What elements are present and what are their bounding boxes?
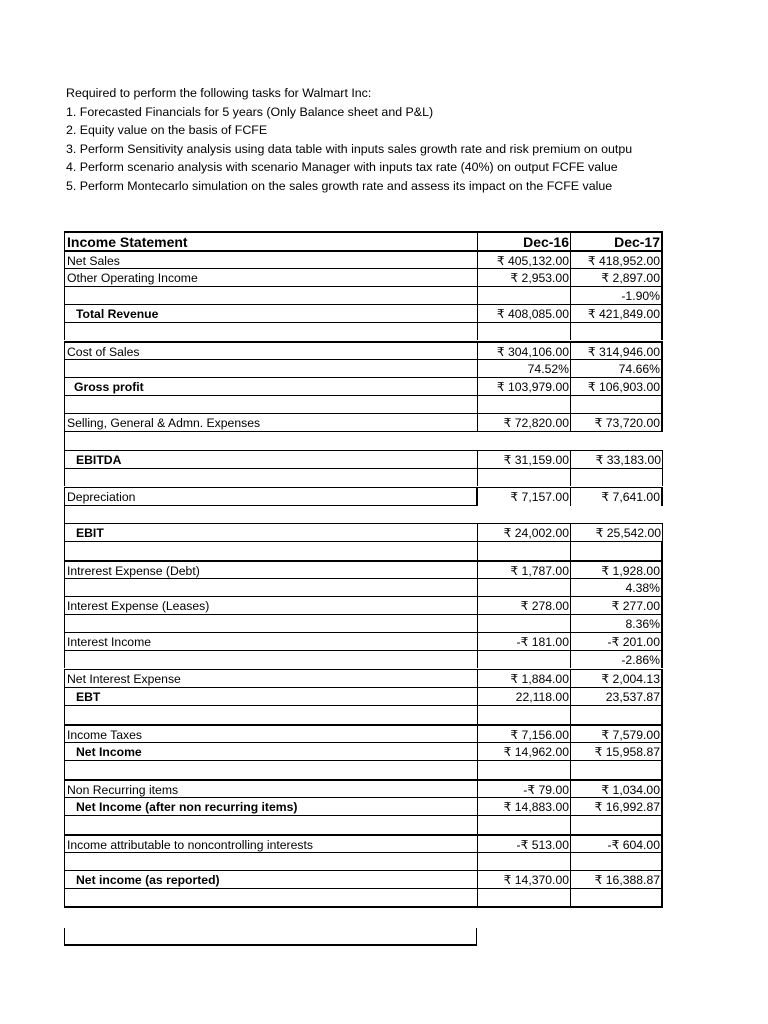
row-value-dec16[interactable]	[477, 705, 570, 724]
table-row	[64, 650, 663, 668]
table-row	[64, 669, 663, 687]
row-value-dec17[interactable]: ₹ 73,720.00	[570, 413, 663, 432]
row-value-dec16[interactable]	[477, 760, 570, 779]
row-label[interactable]: Net Interest Expense	[64, 669, 477, 687]
gap-cell	[64, 506, 477, 523]
row-label[interactable]	[64, 286, 477, 304]
gap-cell	[64, 432, 477, 450]
row-value-dec17[interactable]	[570, 852, 663, 870]
row-value-dec16[interactable]: 22,118.00	[477, 687, 570, 705]
row-value-dec17[interactable]: 8.36%	[570, 614, 663, 632]
row-value-dec16[interactable]: ₹ 304,106.00	[477, 341, 570, 359]
row-value-dec17[interactable]: ₹ 16,388.87	[570, 870, 663, 888]
row-value-dec17[interactable]: ₹ 418,952.00	[570, 250, 663, 268]
row-value-dec17[interactable]: ₹ 1,034.00	[570, 779, 663, 797]
table-row	[64, 523, 663, 541]
row-label[interactable]: Net income (as reported)	[64, 870, 477, 888]
row-label[interactable]: Intrerest Expense (Debt)	[64, 560, 477, 578]
row-value-dec17[interactable]: ₹ 33,183.00	[570, 450, 663, 468]
row-value-dec17[interactable]: ₹ 2,897.00	[570, 268, 663, 286]
row-value-dec16[interactable]	[477, 468, 570, 486]
row-label[interactable]	[64, 541, 477, 560]
table-row	[64, 870, 663, 888]
row-label[interactable]	[64, 815, 477, 834]
row-label[interactable]: Depreciation	[64, 487, 477, 506]
row-value-dec17[interactable]: ₹ 15,958.87	[570, 742, 663, 760]
table-row	[64, 742, 663, 760]
table-title[interactable]: Income Statement	[64, 231, 477, 250]
row-value-dec16[interactable]: ₹ 14,883.00	[477, 797, 570, 815]
table-row	[64, 632, 663, 650]
row-value-dec16[interactable]	[477, 541, 570, 560]
task-item-5: 5. Perform Montecarlo simulation on the sales growth rate and assess its impact on the FCFE value	[66, 178, 613, 193]
row-value-dec17[interactable]	[570, 760, 663, 779]
table-row	[64, 250, 663, 268]
table-row	[64, 724, 663, 742]
row-value-dec17[interactable]	[570, 322, 663, 340]
row-value-dec16[interactable]	[477, 614, 570, 632]
row-value-dec16[interactable]: ₹ 24,002.00	[477, 523, 570, 541]
row-value-dec16[interactable]: ₹ 2,953.00	[477, 268, 570, 286]
table-row	[64, 541, 663, 560]
table-gap	[64, 432, 663, 450]
row-value-dec16[interactable]: ₹ 1,787.00	[477, 560, 570, 578]
row-label[interactable]: Non Recurring items	[64, 779, 477, 797]
table-row	[64, 687, 663, 705]
table-row	[64, 760, 663, 779]
table-row	[64, 596, 663, 614]
row-value-dec17[interactable]: ₹ 277.00	[570, 596, 663, 614]
row-value-dec16[interactable]: ₹ 14,962.00	[477, 742, 570, 760]
table-gap	[64, 506, 663, 523]
row-label[interactable]: Net Sales	[64, 250, 477, 268]
table-row	[64, 268, 663, 286]
row-value-dec17[interactable]	[570, 705, 663, 724]
row-value-dec16[interactable]: ₹ 1,884.00	[477, 669, 570, 687]
task-intro: Required to perform the following tasks for Walmart Inc:	[66, 86, 372, 100]
table-row	[64, 487, 663, 506]
empty-bordered-cell[interactable]	[64, 928, 477, 946]
row-value-dec17[interactable]	[570, 468, 663, 486]
table-row	[64, 834, 663, 852]
table-row	[64, 560, 663, 578]
row-label[interactable]: Selling, General & Admn. Expenses	[64, 413, 477, 432]
row-value-dec16[interactable]: ₹ 31,159.00	[477, 450, 570, 468]
row-label[interactable]	[64, 760, 477, 779]
row-label[interactable]	[64, 468, 477, 486]
row-value-dec17[interactable]: ₹ 16,992.87	[570, 797, 663, 815]
row-value-dec16[interactable]	[477, 888, 570, 908]
row-label[interactable]: EBIT	[64, 523, 477, 541]
row-value-dec17[interactable]: ₹ 2,004.13	[570, 669, 663, 687]
table-header-row	[64, 231, 663, 250]
table-row	[64, 614, 663, 632]
table-row	[64, 395, 663, 413]
row-value-dec16[interactable]: ₹ 14,370.00	[477, 870, 570, 888]
task-item-2: 2. Equity value on the basis of FCFE	[66, 123, 268, 138]
row-label[interactable]: Cost of Sales	[64, 341, 477, 359]
row-label[interactable]	[64, 852, 477, 870]
row-value-dec17[interactable]: ₹ 106,903.00	[570, 377, 663, 395]
row-value-dec16[interactable]: ₹ 7,157.00	[477, 487, 570, 506]
row-value-dec17[interactable]: ₹ 7,641.00	[570, 487, 663, 506]
row-value-dec17[interactable]: ₹ 7,579.00	[570, 724, 663, 742]
task-item-3: 3. Perform Sensitivity analysis using data table with inputs sales growth rate and risk premium on outpu	[66, 141, 633, 156]
table-row	[64, 815, 663, 834]
row-label[interactable]	[64, 322, 477, 340]
row-value-dec16[interactable]: -₹ 181.00	[477, 632, 570, 650]
row-value-dec17[interactable]: -1.90%	[570, 286, 663, 304]
row-value-dec17[interactable]: 23,537.87	[570, 687, 663, 705]
row-label[interactable]: Income Taxes	[64, 724, 477, 742]
row-value-dec17[interactable]: 74.66%	[570, 359, 663, 377]
table-row	[64, 377, 663, 395]
row-label[interactable]: Income attributable to noncontrolling interests	[64, 834, 477, 852]
row-value-dec16[interactable]	[477, 815, 570, 834]
row-value-dec16[interactable]: ₹ 7,156.00	[477, 724, 570, 742]
row-value-dec16[interactable]: ₹ 72,820.00	[477, 413, 570, 432]
row-value-dec17[interactable]	[570, 541, 663, 560]
table-row	[64, 304, 663, 322]
row-value-dec16[interactable]: -₹ 513.00	[477, 834, 570, 852]
row-value-dec16[interactable]	[477, 395, 570, 413]
row-label[interactable]: Net Income	[64, 742, 477, 760]
table-row	[64, 852, 663, 870]
row-label[interactable]	[64, 705, 477, 724]
task-item-1: 1. Forecasted Financials for 5 years (Only Balance sheet and P&L)	[66, 104, 434, 119]
table-row	[64, 468, 663, 486]
row-value-dec17[interactable]: ₹ 314,946.00	[570, 341, 663, 359]
table-row	[64, 705, 663, 724]
table-row	[64, 779, 663, 797]
row-value-dec16[interactable]: ₹ 408,085.00	[477, 304, 570, 322]
row-label[interactable]: Interest Income	[64, 632, 477, 650]
row-label[interactable]: Total Revenue	[64, 304, 477, 322]
row-label[interactable]: EBT	[64, 687, 477, 705]
row-label[interactable]: Other Operating Income	[64, 268, 477, 286]
row-value-dec16[interactable]: ₹ 103,979.00	[477, 377, 570, 395]
row-value-dec17[interactable]: ₹ 421,849.00	[570, 304, 663, 322]
row-label[interactable]: Gross profit	[64, 377, 477, 395]
row-value-dec16[interactable]	[477, 322, 570, 340]
row-label[interactable]	[64, 614, 477, 632]
row-value-dec16[interactable]: 74.52%	[477, 359, 570, 377]
row-value-dec16[interactable]: -₹ 79.00	[477, 779, 570, 797]
table-row	[64, 341, 663, 359]
table-row	[64, 322, 663, 340]
table-row	[64, 413, 663, 432]
row-value-dec16[interactable]	[477, 286, 570, 304]
row-value-dec16[interactable]: ₹ 405,132.00	[477, 250, 570, 268]
row-value-dec16[interactable]	[477, 578, 570, 596]
table-row	[64, 578, 663, 596]
table-row	[64, 286, 663, 304]
row-label[interactable]	[64, 578, 477, 596]
row-label[interactable]: Interest Expense (Leases)	[64, 596, 477, 614]
column-header-dec17[interactable]: Dec-17	[570, 231, 663, 250]
task-item-4: 4. Perform scenario analysis with scenario Manager with inputs tax rate (40%) on output FCFE value	[66, 160, 618, 175]
row-value-dec17[interactable]: ₹ 25,542.00	[570, 523, 663, 541]
row-label[interactable]: Net Income (after non recurring items)	[64, 797, 477, 815]
row-value-dec16[interactable]: ₹ 278.00	[477, 596, 570, 614]
task-instructions	[66, 84, 632, 196]
table-row	[64, 797, 663, 815]
table-row	[64, 359, 663, 377]
row-label[interactable]	[64, 395, 477, 413]
row-value-dec16[interactable]	[477, 852, 570, 870]
row-value-dec17[interactable]: -2.86%	[570, 650, 663, 668]
row-value-dec17[interactable]: ₹ 1,928.00	[570, 560, 663, 578]
row-value-dec17[interactable]: 4.38%	[570, 578, 663, 596]
column-header-dec16[interactable]: Dec-16	[477, 231, 570, 250]
row-label[interactable]: EBITDA	[64, 450, 477, 468]
row-value-dec17[interactable]	[570, 395, 663, 413]
row-value-dec17[interactable]	[570, 888, 663, 908]
row-label[interactable]	[64, 650, 477, 668]
row-value-dec17[interactable]: -₹ 201.00	[570, 632, 663, 650]
row-label[interactable]	[64, 359, 477, 377]
row-value-dec16[interactable]	[477, 650, 570, 668]
table-row	[64, 450, 663, 468]
row-value-dec17[interactable]: -₹ 604.00	[570, 834, 663, 852]
row-label[interactable]	[64, 888, 477, 908]
table-row	[64, 888, 663, 908]
row-value-dec17[interactable]	[570, 815, 663, 834]
